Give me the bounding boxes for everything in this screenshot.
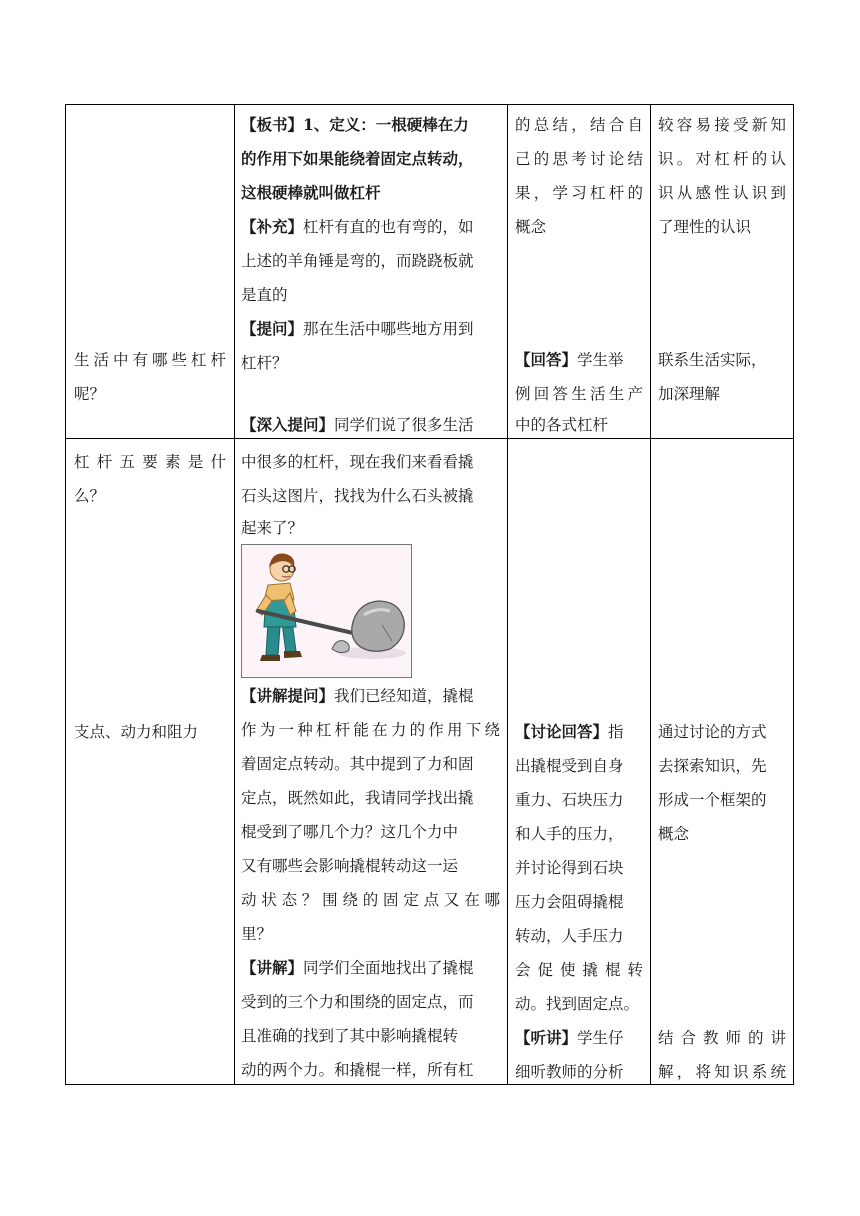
table-border-top bbox=[65, 104, 794, 105]
content-question-five-elements: 么？ bbox=[74, 487, 106, 505]
column-divider bbox=[650, 104, 651, 1084]
table-border-left bbox=[65, 104, 66, 1084]
column-divider bbox=[234, 104, 235, 1084]
table-border-right bbox=[793, 104, 794, 1084]
worker-prying-rock-image bbox=[242, 545, 411, 677]
content-question-levers: 生活中有哪些杠杆 bbox=[74, 351, 226, 369]
content-question-five-elements: 杠杆五要素是什 bbox=[74, 453, 226, 471]
content-fulcrum-forces: 支点、动力和阻力 bbox=[74, 723, 199, 741]
crowbar-rock-illustration bbox=[241, 544, 412, 678]
content-question-levers: 呢？ bbox=[74, 385, 106, 403]
column-divider bbox=[507, 104, 508, 1084]
